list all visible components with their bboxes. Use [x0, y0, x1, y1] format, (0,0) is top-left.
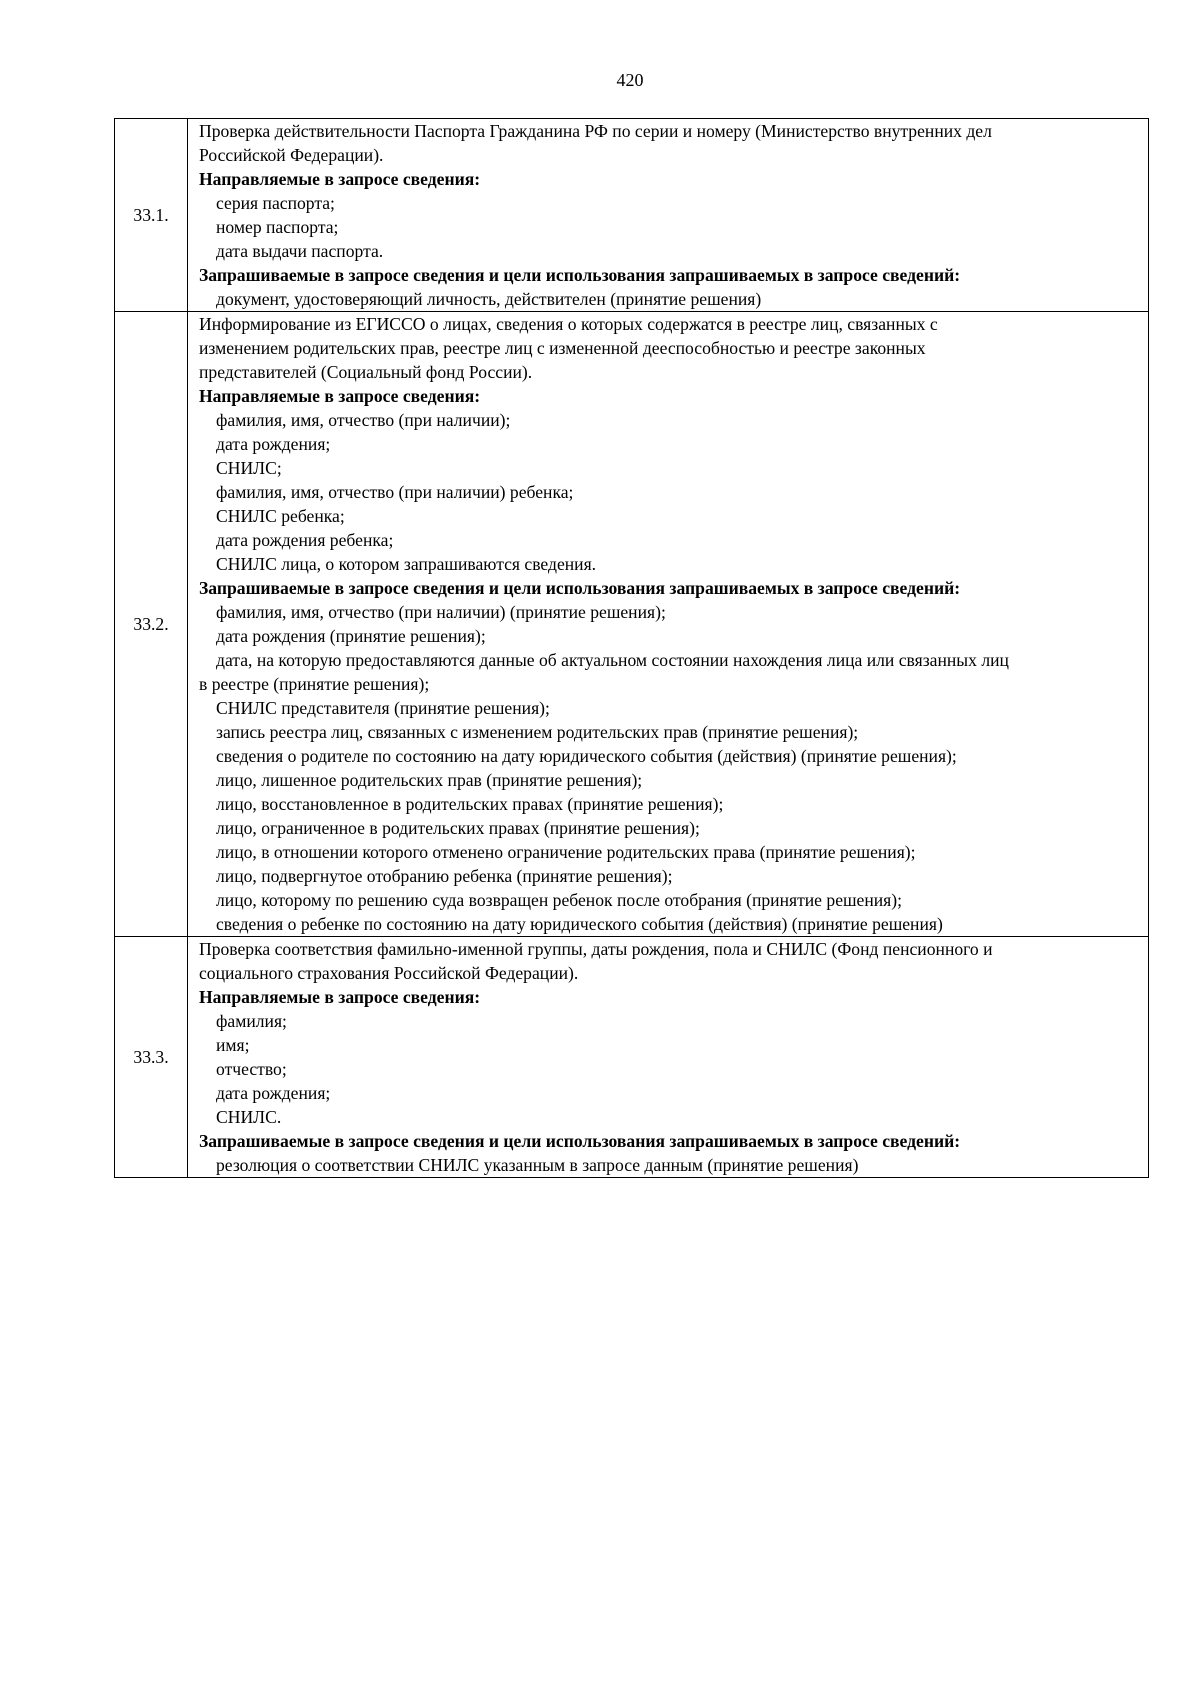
- content-line: лицо, восстановленное в родительских правах (принятие решения);: [216, 794, 724, 814]
- content-line: серия паспорта;: [216, 193, 335, 213]
- content-line: представителей (Социальный фонд России).: [199, 362, 533, 382]
- content-line: Проверка соответствия фамильно-именной группы, даты рождения, пола и СНИЛС (Фонд пенсионного и: [199, 939, 993, 959]
- content-line: Проверка действительности Паспорта Гражданина РФ по серии и номеру (Министерство внутренних дел: [199, 121, 992, 141]
- requests-table: [114, 118, 1149, 1178]
- section-heading: Направляемые в запросе сведения:: [199, 169, 481, 189]
- row-content: [188, 119, 1149, 312]
- content-line: Российской Федерации).: [199, 145, 384, 165]
- section-heading: Запрашиваемые в запросе сведения и цели использования запрашиваемых в запросе сведений:: [199, 1131, 961, 1151]
- row-number: 33.1.: [115, 119, 188, 312]
- table-row: [115, 312, 1149, 937]
- row-number: 33.3.: [115, 937, 188, 1178]
- content-line: сведения о ребенке по состоянию на дату юридического события (действия) (принятие решения): [216, 914, 943, 934]
- section-heading: Направляемые в запросе сведения:: [199, 386, 481, 406]
- content-line: в реестре (принятие решения);: [199, 674, 430, 694]
- content-line: номер паспорта;: [216, 217, 339, 237]
- content-line: лицо, ограниченное в родительских правах (принятие решения);: [216, 818, 700, 838]
- content-line: СНИЛС.: [216, 1107, 282, 1127]
- content-line: запись реестра лиц, связанных с изменением родительских прав (принятие решения);: [216, 722, 859, 742]
- content-line: фамилия;: [216, 1011, 287, 1031]
- content-line: дата, на которую предоставляются данные об актуальном состоянии нахождения лица или связанных лиц: [216, 650, 1009, 670]
- content-line: СНИЛС;: [216, 458, 282, 478]
- page-number: 420: [616, 70, 644, 90]
- content-line: резолюция о соответствии СНИЛС указанным в запросе данным (принятие решения): [216, 1155, 859, 1175]
- content-line: изменением родительских прав, реестре лиц с измененной дееспособностью и реестре законных: [199, 338, 926, 358]
- content-line: дата рождения;: [216, 1083, 331, 1103]
- content-line: Информирование из ЕГИССО о лицах, сведения о которых содержатся в реестре лиц, связанных с: [199, 314, 938, 334]
- content-line: фамилия, имя, отчество (при наличии) (принятие решения);: [216, 602, 666, 622]
- content-line: лицо, подвергнутое отобранию ребенка (принятие решения);: [216, 866, 673, 886]
- content-line: сведения о родителе по состоянию на дату юридического события (действия) (принятие решения);: [216, 746, 957, 766]
- table-row: [115, 937, 1149, 1178]
- content-line: фамилия, имя, отчество (при наличии) ребенка;: [216, 482, 574, 502]
- content-line: фамилия, имя, отчество (при наличии);: [216, 410, 511, 430]
- content-line: дата рождения;: [216, 434, 331, 454]
- content-line: дата рождения ребенка;: [216, 530, 394, 550]
- content-line: отчество;: [216, 1059, 287, 1079]
- content-line: лицо, которому по решению суда возвращен ребенок после отобрания (принятие решения);: [216, 890, 903, 910]
- content-line: дата выдачи паспорта.: [216, 241, 384, 261]
- content-line: СНИЛС представителя (принятие решения);: [216, 698, 550, 718]
- content-line: документ, удостоверяющий личность, действителен (принятие решения): [216, 289, 762, 309]
- row-content: [188, 312, 1149, 937]
- content-line: СНИЛС ребенка;: [216, 506, 345, 526]
- section-heading: Запрашиваемые в запросе сведения и цели использования запрашиваемых в запросе сведений:: [199, 578, 961, 598]
- content-line: дата рождения (принятие решения);: [216, 626, 486, 646]
- content-line: лицо, в отношении которого отменено ограничение родительских права (принятие решения);: [216, 842, 916, 862]
- content-line: социального страхования Российской Федерации).: [199, 963, 579, 983]
- content-line: лицо, лишенное родительских прав (принятие решения);: [216, 770, 643, 790]
- content-line: СНИЛС лица, о котором запрашиваются сведения.: [216, 554, 597, 574]
- section-heading: Запрашиваемые в запросе сведения и цели использования запрашиваемых в запросе сведений:: [199, 265, 961, 285]
- row-number: 33.2.: [115, 312, 188, 937]
- table-row: [115, 119, 1149, 312]
- table-body: [115, 119, 1149, 1178]
- row-content: [188, 937, 1149, 1178]
- content-line: имя;: [216, 1035, 250, 1055]
- section-heading: Направляемые в запросе сведения:: [199, 987, 481, 1007]
